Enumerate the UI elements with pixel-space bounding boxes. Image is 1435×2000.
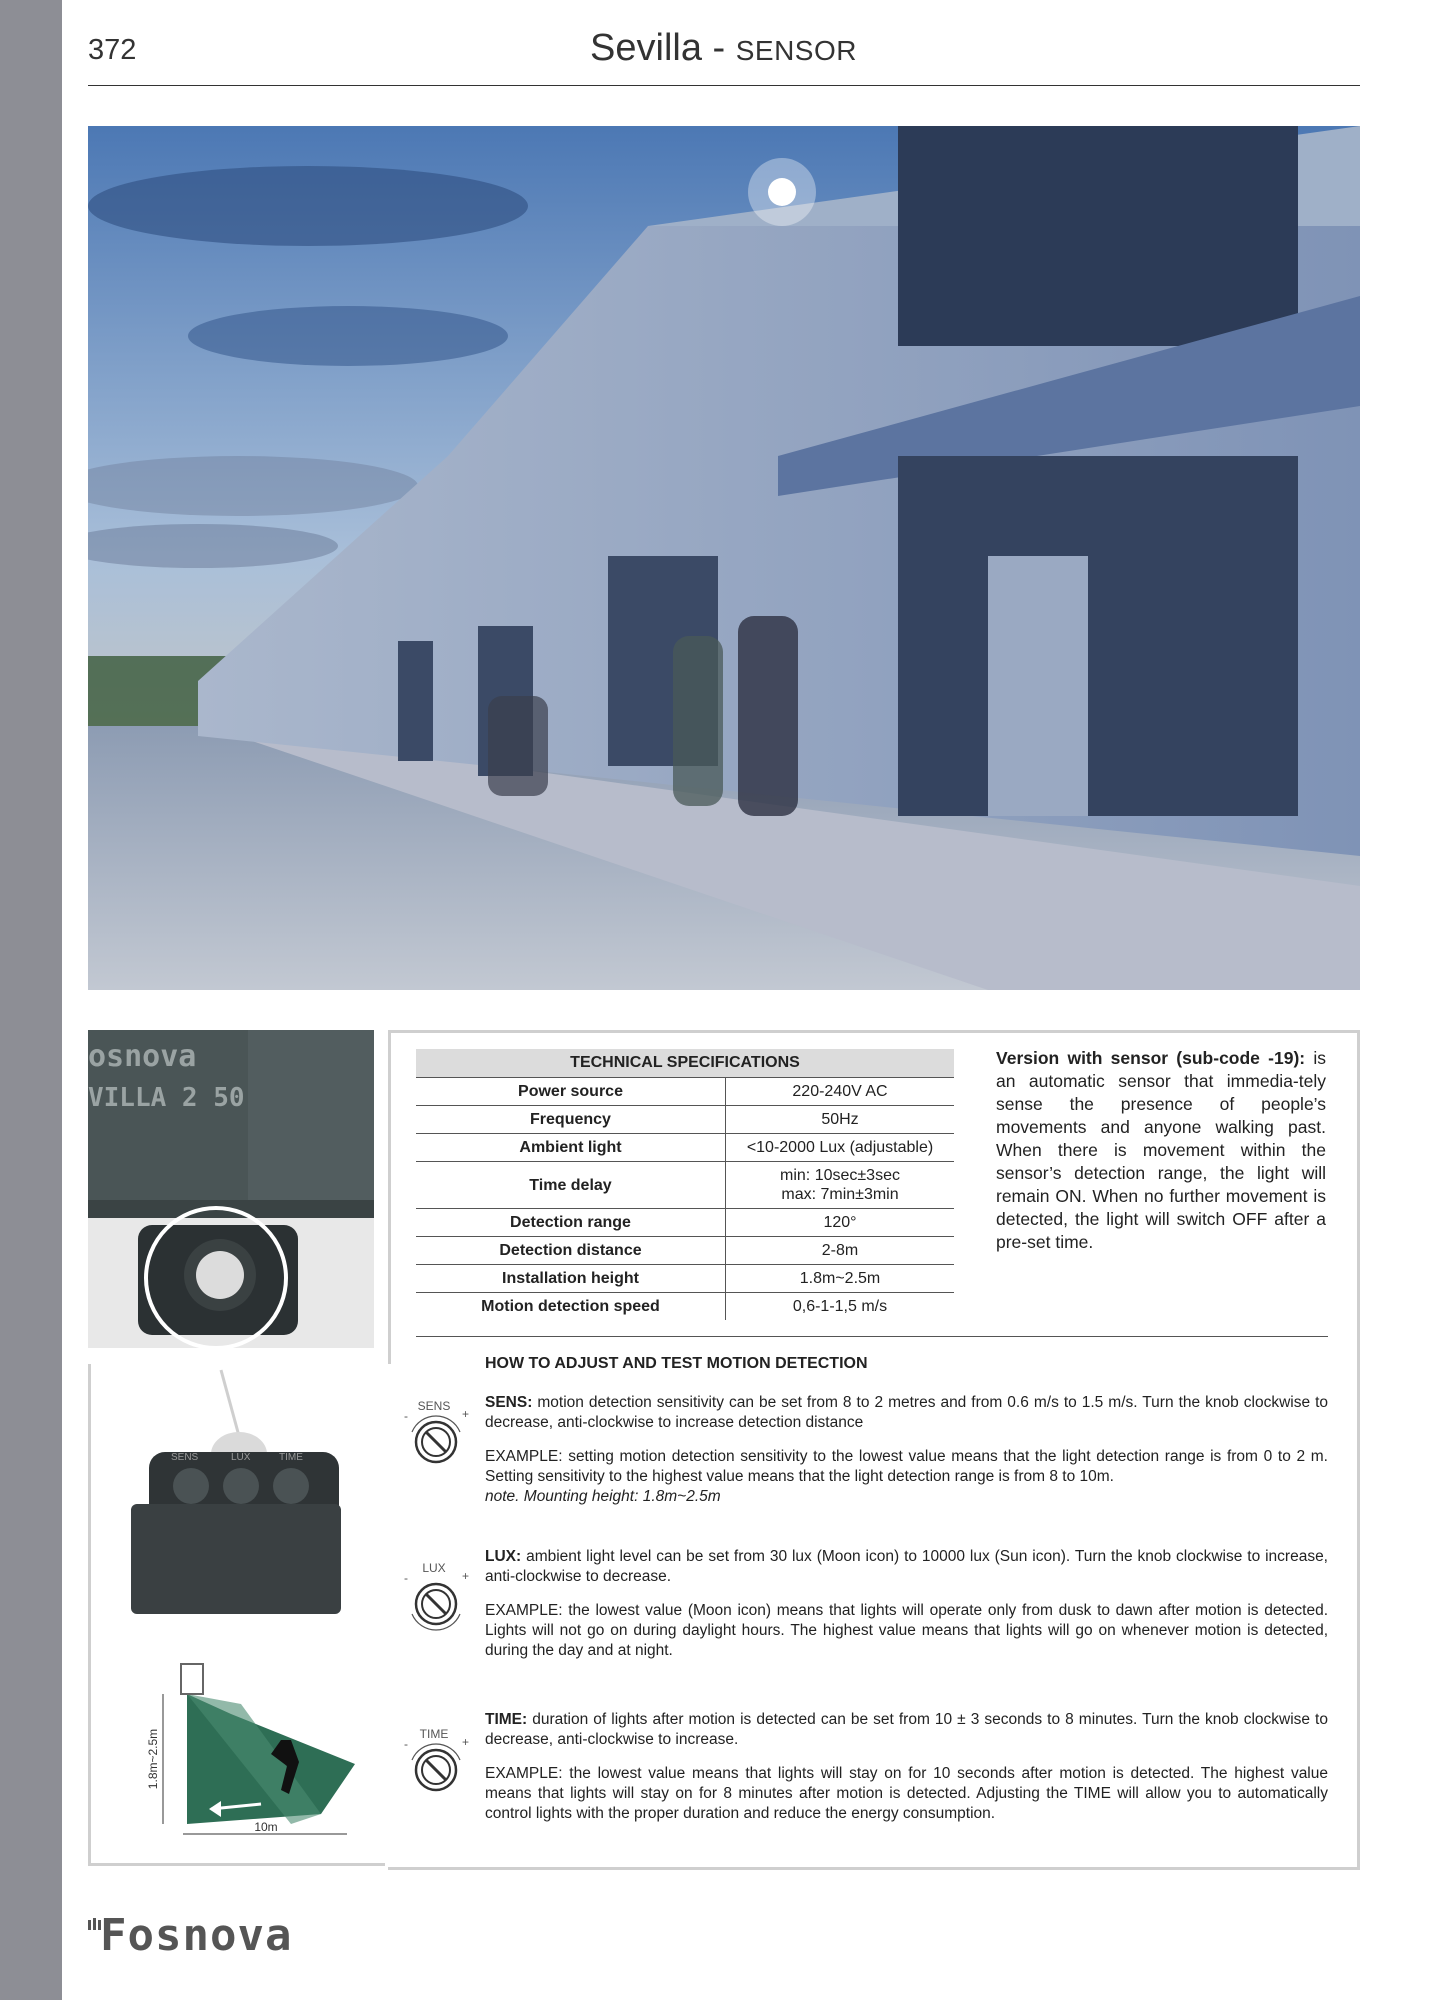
- svg-text:+: +: [462, 1569, 470, 1583]
- sensor-detail-box: [88, 1364, 388, 1866]
- sensor-detail-illustration: [91, 1364, 385, 1863]
- adjust-heading: HOW TO ADJUST AND TEST MOTION DETECTION: [485, 1355, 868, 1372]
- spec-label: Power source: [416, 1078, 726, 1106]
- lux-example: EXAMPLE: the lowest value (Moon icon) means that lights will operate only from dusk to dawn after motion is detected. Lights will not go on during daylight hours. The highest value means that lights will go on whenever motion is detected, during the day and at night.: [485, 1602, 1328, 1659]
- module-knob3-label: TIME: [279, 1452, 303, 1463]
- specs-heading: TECHNICAL SPECIFICATIONS: [416, 1049, 954, 1078]
- lux-knob-icon: [396, 1552, 476, 1632]
- section-rule: [416, 1336, 1328, 1337]
- table-row: [416, 1265, 954, 1293]
- time-icon-label: TIME: [419, 1727, 449, 1741]
- table-row: [416, 1134, 954, 1162]
- svg-text:+: +: [462, 1407, 470, 1421]
- lux-block: [485, 1547, 1328, 1661]
- spec-value: 120°: [726, 1209, 955, 1237]
- hero-illustration: [88, 126, 1360, 990]
- svg-text:-: -: [404, 1409, 408, 1423]
- product-label-line1: osnova: [88, 1039, 197, 1074]
- sens-body: motion detection sensitivity can be set from 8 to 2 metres and from 0.6 m/s to 1.5 m/s. Turn the knob clockwise to decrease, anti-clockwise to increase detection distance: [485, 1394, 1328, 1431]
- specs-table: [416, 1049, 954, 1320]
- spec-label: Motion detection speed: [416, 1293, 726, 1321]
- spec-value: 0,6-1-1,5 m/s: [792, 1297, 888, 1315]
- diagram-height-label: 1.8m~2.5m: [146, 1728, 160, 1790]
- time-text: [485, 1710, 1328, 1750]
- spec-label: Detection range: [416, 1209, 726, 1237]
- page-title: [88, 27, 1359, 70]
- table-row: [416, 1106, 954, 1134]
- spec-value: 1.8m~2.5m: [726, 1265, 955, 1293]
- hero-photo: [88, 126, 1360, 990]
- spec-value: 220-240V AC: [726, 1078, 955, 1106]
- panel-join: [385, 1364, 391, 1867]
- table-row: [416, 1237, 954, 1265]
- sens-example: EXAMPLE: setting motion detection sensitivity to the lowest value means that the light detection range is from 0 to 2 m. Setting sensitivity to the highest value means that the light detection range is from 8 to 10m.: [485, 1448, 1328, 1485]
- table-row: [416, 1209, 954, 1237]
- lux-text: [485, 1547, 1328, 1587]
- lux-icon-label: LUX: [422, 1561, 446, 1575]
- spec-value-max: max: 7min±3min: [781, 1186, 899, 1203]
- time-body: duration of lights after motion is detected can be set from 10 ± 3 seconds to 8 minutes. Turn the knob clockwise to decrease, anti-clockwise to increase.: [485, 1711, 1328, 1748]
- table-row: [416, 1078, 954, 1106]
- spec-value: 50Hz: [726, 1106, 955, 1134]
- page-title-sub: SENSOR: [735, 35, 857, 66]
- sens-icon-label: SENS: [417, 1399, 451, 1413]
- spec-label: Time delay: [416, 1162, 726, 1209]
- product-photo: [88, 1030, 374, 1348]
- time-block: [485, 1710, 1328, 1824]
- spec-label: Frequency: [416, 1106, 726, 1134]
- version-title: Version with sensor (sub-code -19):: [996, 1048, 1306, 1068]
- svg-text:-: -: [404, 1737, 408, 1751]
- spec-value: [726, 1162, 955, 1209]
- svg-text:-: -: [404, 1571, 408, 1585]
- header-rule: [88, 85, 1360, 86]
- sens-note: note. Mounting height: 1.8m~2.5m: [485, 1488, 721, 1505]
- spec-label: Ambient light: [416, 1134, 726, 1162]
- sens-title: SENS:: [485, 1394, 533, 1411]
- diagram-distance-label: 10m: [254, 1820, 278, 1834]
- footer-logo: Fosnova: [100, 1910, 293, 1961]
- spec-label: Installation height: [416, 1265, 726, 1293]
- table-row: [416, 1293, 954, 1321]
- product-illustration: [88, 1030, 374, 1348]
- page-number: 372: [88, 34, 137, 66]
- sens-block: [485, 1393, 1328, 1521]
- page-title-main: Sevilla -: [590, 27, 736, 69]
- version-body: is an automatic sensor that immedia-tely sense the presence of people’s movements and anyone walking past. When there is movement within the sensor’s detection range, the light will remain ON. When no further movement is detected, the light will switch OFF after a pre-set time.: [996, 1048, 1326, 1252]
- table-row: [416, 1162, 954, 1209]
- product-label-line2: VILLA 2 50: [88, 1083, 245, 1113]
- time-knob-icon: [396, 1718, 476, 1798]
- specs-header-row: [416, 1049, 954, 1078]
- lux-body: ambient light level can be set from 30 lux (Moon icon) to 10000 lux (Sun icon). Turn the knob clockwise to increase, anti-clockwise to decrease.: [485, 1548, 1328, 1585]
- version-description: [996, 1047, 1326, 1254]
- spec-value-min: min: 10sec±3sec: [780, 1167, 900, 1184]
- lux-title: LUX:: [485, 1548, 522, 1565]
- time-title: TIME:: [485, 1711, 528, 1728]
- svg-text:+: +: [462, 1735, 470, 1749]
- side-strip: [0, 0, 62, 2000]
- module-knob2-label: LUX: [231, 1452, 251, 1463]
- time-example: EXAMPLE: the lowest value means that lights will stay on for 10 seconds after motion is detected. The highest value means that lights will stay on for 8 minutes after motion is detected. Adjusting the TIME will allow you to automatically control lights with the proper duration and reduce the energy consumption.: [485, 1765, 1328, 1822]
- spec-value: <10-2000 Lux (adjustable): [726, 1134, 955, 1162]
- spec-value: 2-8m: [726, 1237, 955, 1265]
- spec-label: Detection distance: [416, 1237, 726, 1265]
- sens-text: [485, 1393, 1328, 1433]
- module-knob1-label: SENS: [171, 1452, 199, 1463]
- sens-knob-icon: [396, 1390, 476, 1470]
